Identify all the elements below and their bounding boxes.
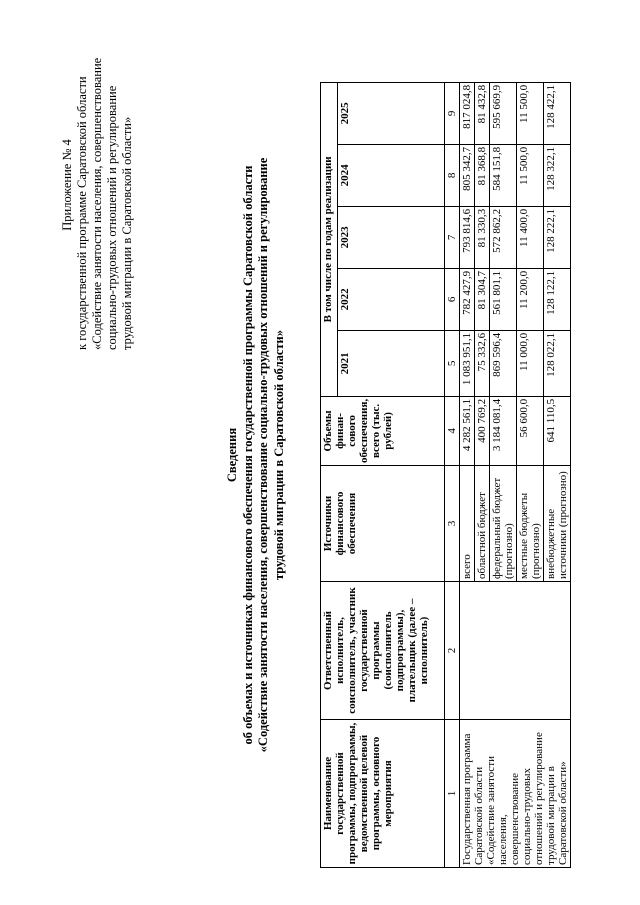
year-cell: 11 400,0 bbox=[517, 206, 544, 268]
year-cell: 128 022,1 bbox=[544, 330, 571, 396]
year-cell: 572 862,2 bbox=[490, 206, 517, 268]
year-cell: 595 669,9 bbox=[490, 82, 517, 144]
document-heading bbox=[225, 125, 287, 785]
header-year: 2023 bbox=[338, 206, 445, 268]
year-cell: 793 814,6 bbox=[460, 206, 475, 268]
column-number: 2 bbox=[445, 582, 460, 720]
year-cell: 11 500,0 bbox=[517, 144, 544, 206]
total-cell: 4 282 561,1 bbox=[460, 396, 475, 465]
column-number: 6 bbox=[445, 268, 460, 330]
appendix-line: социально-трудовых отношений и регулирование bbox=[105, 85, 119, 350]
header-by-year: В том числе по годам реализации bbox=[321, 82, 338, 396]
executor-cell bbox=[460, 582, 571, 720]
column-number-row bbox=[445, 82, 460, 867]
year-cell: 128 322,1 bbox=[544, 144, 571, 206]
column-number: 7 bbox=[445, 206, 460, 268]
year-cell: 561 801,1 bbox=[490, 268, 517, 330]
header-sources: Источники финансового обеспечения bbox=[321, 466, 445, 582]
appendix-line: к государственной программе Саратовской области bbox=[75, 76, 89, 350]
appendix-line: трудовой миграции в Саратовской области» bbox=[120, 116, 134, 350]
appendix-line: «Содействие занятости населения, совершенствование bbox=[90, 57, 104, 350]
year-cell: 11 200,0 bbox=[517, 268, 544, 330]
source-cell: внебюджетные источники (прогнозно) bbox=[544, 466, 571, 582]
header-total: Объемы финан-сового обеспечения, всего (тыс. рублей) bbox=[321, 396, 445, 465]
year-cell: 869 596,4 bbox=[490, 330, 517, 396]
year-cell: 817 024,8 bbox=[460, 82, 475, 144]
source-cell: областной бюджет bbox=[475, 466, 490, 582]
year-cell: 11 000,0 bbox=[517, 330, 544, 396]
header-year: 2025 bbox=[338, 82, 445, 144]
heading-line: «Содействие занятости населения, совершенствование социально-трудовых отношений и регулирование bbox=[256, 157, 270, 753]
column-number: 5 bbox=[445, 330, 460, 396]
source-cell: всего bbox=[460, 466, 475, 582]
heading-line: трудовой миграции в Саратовской области» bbox=[271, 330, 286, 580]
program-name: Государственная программа Саратовской области «Содействие занятости населения, совершенствование социально-трудовых отношений и регулирование трудовой миграции в Саратовской области» bbox=[460, 720, 571, 868]
year-cell: 81 330,3 bbox=[475, 206, 490, 268]
source-cell: федеральный бюджет (прогнозно) bbox=[490, 466, 517, 582]
total-cell: 641 110,5 bbox=[544, 396, 571, 465]
table-row bbox=[460, 82, 475, 867]
heading-line: об объемах и источниках финансового обеспечения государственной программы Саратовской области bbox=[240, 165, 255, 745]
year-cell: 782 427,9 bbox=[460, 268, 475, 330]
year-cell: 128 422,1 bbox=[544, 82, 571, 144]
header-year: 2024 bbox=[338, 144, 445, 206]
year-cell: 81 432,8 bbox=[475, 82, 490, 144]
year-cell: 81 368,8 bbox=[475, 144, 490, 206]
year-cell: 75 332,6 bbox=[475, 330, 490, 396]
year-cell: 805 342,7 bbox=[460, 144, 475, 206]
source-cell: местные бюджеты (прогнозно) bbox=[517, 466, 544, 582]
header-year: 2022 bbox=[338, 268, 445, 330]
year-cell: 128 122,1 bbox=[544, 268, 571, 330]
year-cell: 81 304,7 bbox=[475, 268, 490, 330]
column-number: 9 bbox=[445, 82, 460, 144]
appendix-title: Приложение № 4 bbox=[60, 139, 74, 231]
appendix-block bbox=[60, 20, 135, 350]
year-cell: 1 083 951,1 bbox=[460, 330, 475, 396]
column-number: 3 bbox=[445, 466, 460, 582]
financing-table bbox=[320, 82, 571, 868]
year-cell: 584 151,8 bbox=[490, 144, 517, 206]
column-number: 4 bbox=[445, 396, 460, 465]
total-cell: 56 600,0 bbox=[517, 396, 544, 465]
heading-title: Сведения bbox=[225, 427, 239, 483]
year-cell: 128 222,1 bbox=[544, 206, 571, 268]
year-cell: 11 500,0 bbox=[517, 82, 544, 144]
header-executor: Ответственный исполнитель, соисполнитель, участник государственной программы (соисполнитель подпрограммы), плательщик (далее – исполнитель) bbox=[321, 582, 445, 720]
column-number: 1 bbox=[445, 720, 460, 868]
total-cell: 400 769,2 bbox=[475, 396, 490, 465]
header-name: Наименование государственной программы, подпрограммы, ведомственной целевой программы, основного мероприятия bbox=[321, 720, 445, 868]
total-cell: 3 184 081,4 bbox=[490, 396, 517, 465]
header-year: 2021 bbox=[338, 330, 445, 396]
header-row bbox=[321, 82, 338, 867]
column-number: 8 bbox=[445, 144, 460, 206]
